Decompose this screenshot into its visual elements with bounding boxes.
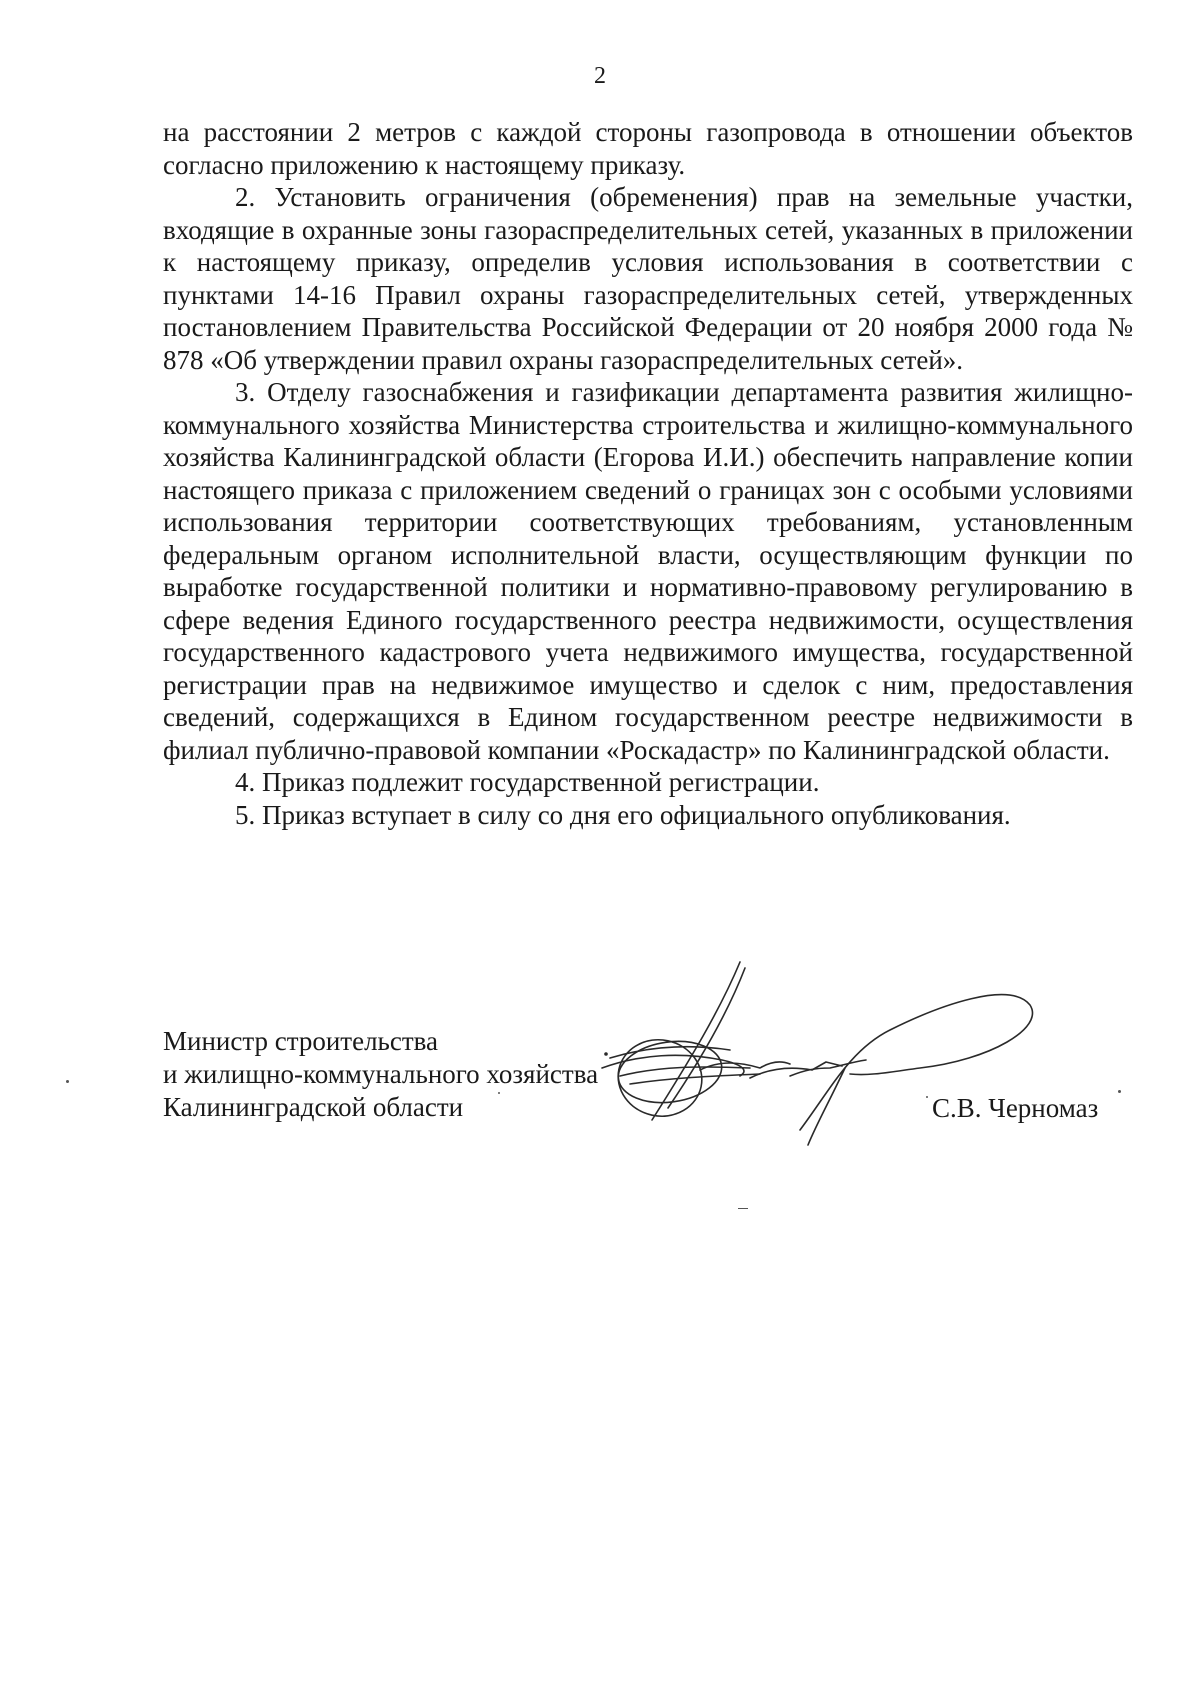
signatory-title-line-3: Калининградской области [163,1092,464,1122]
scan-speck [1118,1090,1121,1093]
scan-speck [926,1096,928,1098]
document-body [163,116,1133,831]
scan-speck [498,1092,500,1094]
page-number: 2 [594,63,606,89]
scan-speck [66,1080,69,1083]
signatory-title-line-2: и жилищно-коммунального хозяйства [163,1059,599,1089]
paragraph-item-3: 3. Отделу газоснабжения и газификации департамента развития жилищно-коммунального хозяйства Министерства строительства и жилищно-коммунального хозяйства Калининградской области (Егорова И.И.) обеспечить направление копии настоящего приказа с приложением сведений о границах зон с особыми условиями использования территории соответствующих требованиям, установленным федеральным органом исполнительной власти, осуществляющим функции по выработке государственной политики и нормативно-правовому регулированию в сфере ведения Единого государственного реестра недвижимости, осуществления государственного кадастрового учета недвижимого имущества, государственной регистрации прав на недвижимое имущество и сделок с ним, предоставления сведений, содержащихся в Едином государственном реестре недвижимости в филиал публично-правовой компании «Роскадастр» по Калининградской области. [163,377,1133,765]
paragraph-item-2: 2. Установить ограничения (обременения) прав на земельные участки, входящие в охранные зоны газораспределительных сетей, указанных в приложении к настоящему приказу, определив условия использования в соответствии с пунктами 14-16 Правил охраны газораспределительных сетей, утвержденных постановлением Правительства Российской Федерации от 20 ноября 2000 года № 878 «Об утверждении правил охраны газораспределительных сетей». [163,182,1133,375]
signatory-title-line-1: Министр строительства [163,1026,439,1056]
paragraph-item-5: 5. Приказ вступает в силу со дня его официального опубликования. [235,799,1011,830]
signer-name: С.В. Черномаз [932,1093,1099,1123]
scan-speck [738,1208,748,1209]
signatory-title-block [163,1025,598,1124]
paragraph-item-4: 4. Приказ подлежит государственной регистрации. [235,767,820,797]
paragraph-continuation: на расстоянии 2 метров с каждой стороны газопровода в отношении объектов согласно приложению к настоящему приказу. [163,117,1133,180]
